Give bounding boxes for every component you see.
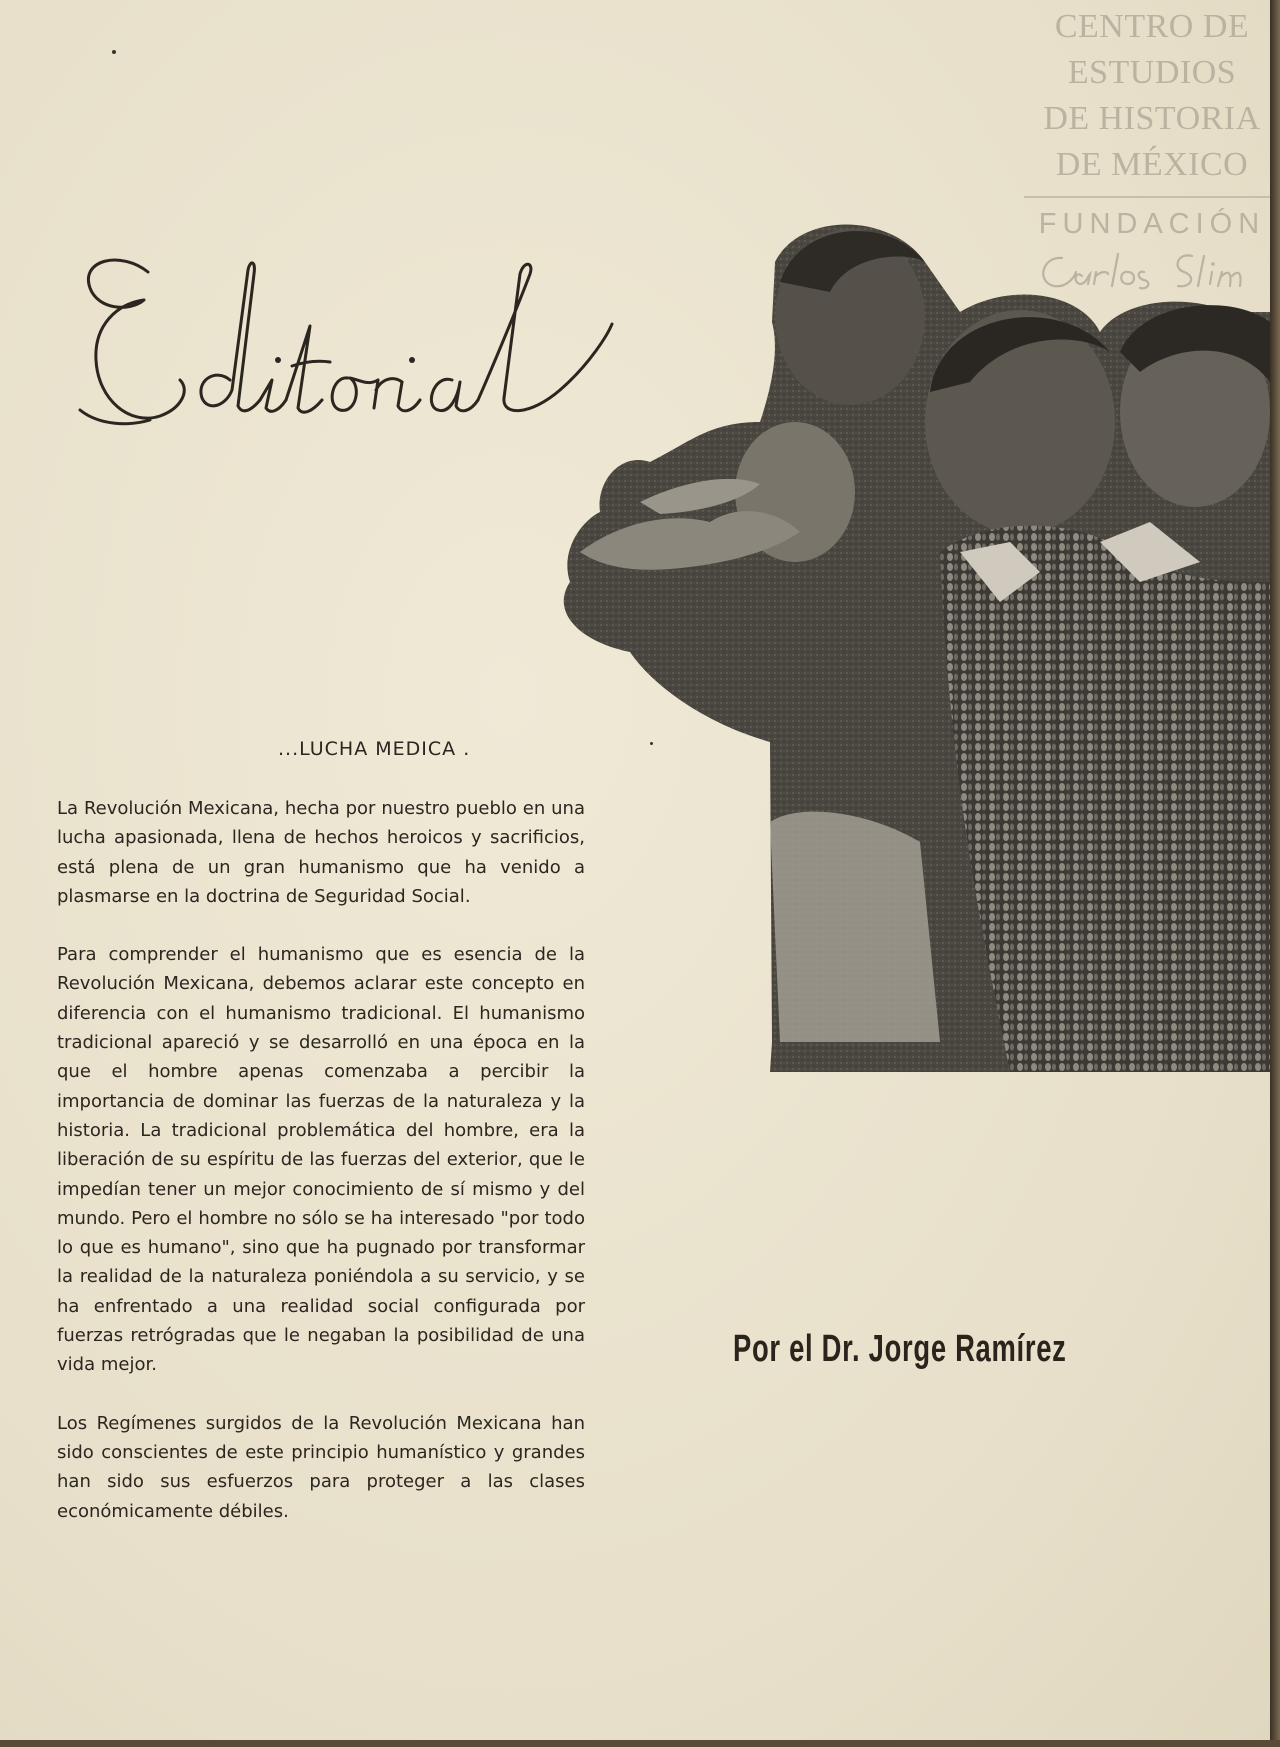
article-paragraph: Para comprender el humanismo que es esencia de la Revolución Mexicana, debemos aclarar este concepto en diferencia con el humanismo tradicional. El humanismo tradicional apareció y se desarrolló en una época en la que el hombre apenas comenzaba a percibir la importancia de dominar las fuerzas de la naturaleza y la historia. La tradicional problemática del hombre, era la liberación de su espíritu de las fuerzas del exterior, que le impedían tener un mejor conocimiento de sí mismo y del mundo. Pero el hombre no sólo se ha interesado "por todo lo que es humano", sino que ha pugnado por transformar la realidad de la naturaleza poniéndola a su servicio, y se ha enfrentado a una realidad social configurada por fuerzas retrógradas que le negaban la posibilidad de una vida mejor. xyxy=(57,944,585,1376)
article-paragraph: La Revolución Mexicana, hecha por nuestro pueblo en una lucha apasionada, llena de hechos heroicos y sacrificios, está plena de un gran humanismo que ha venido a plasmarse en la doctrina de Seguridad Social. xyxy=(57,798,585,907)
article-subhead: ...LUCHA MEDICA . xyxy=(278,738,471,760)
watermark-line-2: ESTUDIOS xyxy=(1067,54,1237,91)
watermark-divider xyxy=(1024,196,1280,198)
paper-speck xyxy=(650,742,653,745)
page-edge-right xyxy=(1270,0,1280,1747)
author-byline: Por el Dr. Jorge Ramírez xyxy=(733,1328,1067,1370)
watermark-line-4: DE MÉXICO xyxy=(1055,146,1249,183)
watermark-line-3: DE HISTORIA xyxy=(1043,100,1261,137)
children-photo xyxy=(540,222,1270,1072)
paper-speck xyxy=(112,50,116,54)
page-edge-bottom xyxy=(0,1740,1280,1747)
watermark-foundation: FUNDACIÓN xyxy=(1038,208,1266,240)
watermark-line-1: CENTRO DE xyxy=(1054,8,1250,45)
article-paragraph: Los Regímenes surgidos de la Revolución Mexicana han sido conscientes de este principio humanístico y grandes han sido sus esfuerzos para proteger a las clases económicamente débiles. xyxy=(57,1412,585,1522)
article-body xyxy=(57,794,585,1555)
